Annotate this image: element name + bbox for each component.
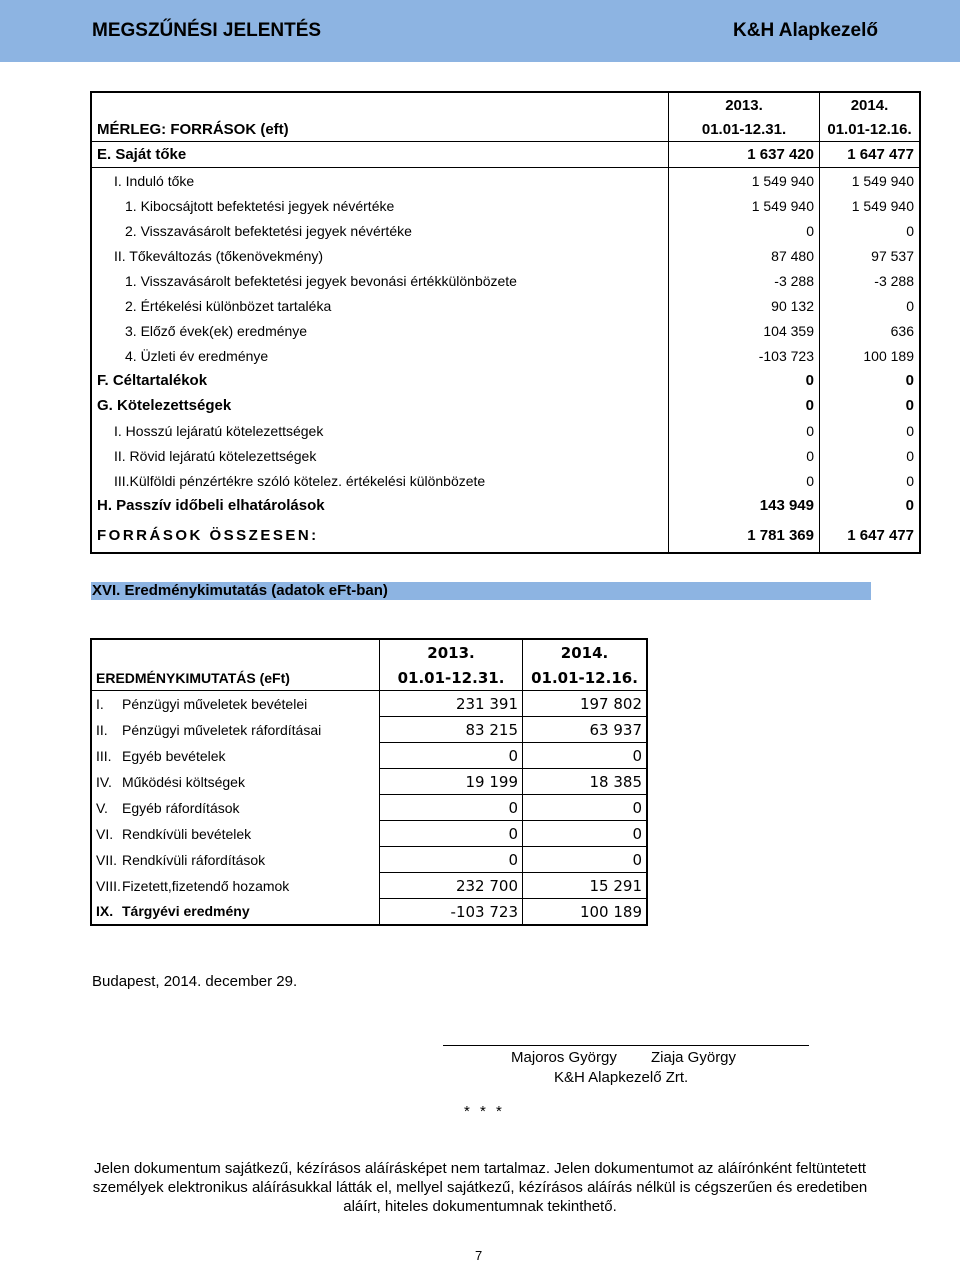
- page-header-bar: [0, 0, 960, 62]
- row-value-2013: 0: [669, 393, 820, 418]
- row-value-2014: 0: [523, 821, 648, 847]
- table-row: [91, 769, 647, 795]
- row-label: I. Induló tőke: [91, 168, 669, 194]
- row-label: 2. Visszavásárolt befektetési jegyek névértéke: [91, 218, 669, 243]
- row-value-2013: 1 637 420: [669, 142, 820, 168]
- table-row: [91, 218, 920, 243]
- row-value-2014: 1 549 940: [851, 197, 914, 214]
- row-value-2013: 232 700: [380, 873, 523, 899]
- row-value-2013: 1 549 940: [669, 168, 820, 194]
- signature-line: [443, 1045, 809, 1046]
- income-col1-period: 01.01-12.31.: [380, 666, 523, 691]
- table-row: [91, 193, 920, 218]
- table-row: [91, 293, 920, 318]
- row-number: VIII.: [96, 877, 121, 894]
- row-label: G. Kötelezettségek: [91, 393, 669, 418]
- balance-header-row: [91, 117, 920, 142]
- row-value-2014: 0: [523, 795, 648, 821]
- row-value-2013: -103 723: [669, 343, 820, 368]
- row-number: I.: [96, 695, 104, 712]
- table-row: [91, 821, 647, 847]
- section-title: XVI. Eredménykimutatás (adatok eFt-ban): [92, 582, 388, 599]
- table-row: [91, 443, 920, 468]
- table-row: [91, 743, 647, 769]
- row-label: 2. Értékelési különbözet tartaléka: [91, 293, 669, 318]
- row-value-2014: 0: [905, 397, 914, 414]
- row-value-2013: 1 549 940: [669, 193, 820, 218]
- row-label: II. Rövid lejáratú kötelezettségek: [91, 443, 669, 468]
- row-number: VII.: [96, 851, 118, 868]
- row-label: 1. Kibocsájtott befektetési jegyek névértéke: [91, 193, 669, 218]
- section-title-bar: [91, 582, 871, 600]
- row-number: III.: [96, 747, 112, 764]
- row-value-2013: 0: [669, 218, 820, 243]
- place-and-date: Budapest, 2014. december 29.: [92, 973, 298, 990]
- row-label: Egyéb bevételek: [122, 747, 226, 764]
- income-title: EREDMÉNYKIMUTATÁS (eFt): [91, 666, 380, 691]
- table-row: [91, 142, 920, 168]
- total-value-2013: 1 781 369: [669, 518, 820, 553]
- row-value-2013: 0: [669, 368, 820, 393]
- row-label: Rendkívüli ráfordítások: [122, 851, 266, 868]
- row-label: Működési költségek: [122, 773, 245, 790]
- row-label: E. Saját tőke: [91, 142, 669, 168]
- total-value-2014: 1 647 477: [847, 526, 914, 544]
- table-row: [91, 368, 920, 393]
- balance-col1-year: 2013.: [669, 92, 820, 117]
- row-value-2013: 0: [380, 847, 523, 873]
- row-value-2014: 0: [906, 472, 914, 489]
- row-value-2014: 18 385: [523, 769, 648, 795]
- row-value-2014: 0: [523, 743, 648, 769]
- row-label: Fizetett,fizetendő hozamok: [122, 877, 290, 894]
- table-row: [91, 493, 920, 518]
- row-value-2014: 0: [905, 372, 914, 389]
- row-number: V.: [96, 799, 108, 816]
- total-row: [91, 518, 920, 553]
- income-header-row: [91, 639, 647, 666]
- table-row: [91, 318, 920, 343]
- table-row: [91, 243, 920, 268]
- row-value-2014: 1 647 477: [820, 142, 921, 168]
- table-row: [91, 899, 647, 926]
- row-value-2014: 15 291: [523, 873, 648, 899]
- row-value-2014: 97 537: [871, 247, 914, 264]
- row-value-2013: 231 391: [380, 691, 523, 717]
- row-number: IV.: [96, 773, 112, 790]
- row-value-2013: 83 215: [380, 717, 523, 743]
- row-label: Pénzügyi műveletek bevételei: [122, 695, 308, 712]
- row-label: Pénzügyi műveletek ráfordításai: [122, 721, 322, 738]
- row-value-2013: 104 359: [669, 318, 820, 343]
- balance-col2-year: 2014.: [850, 96, 889, 114]
- table-row: [91, 691, 647, 717]
- table-row: [91, 343, 920, 368]
- table-row: [91, 168, 920, 194]
- row-value-2013: 0: [669, 418, 820, 443]
- row-label: 1. Visszavásárolt befektetési jegyek bevonási értékkülönbözete: [91, 268, 669, 293]
- signatory-company: K&H Alapkezelő Zrt.: [554, 1069, 689, 1086]
- signatory-1: Majoros György: [511, 1049, 617, 1066]
- table-row: [91, 717, 647, 743]
- page-number: 7: [475, 1248, 483, 1263]
- row-value-2014: 636: [890, 322, 914, 339]
- row-value-2013: 0: [669, 443, 820, 468]
- table-row: [91, 468, 920, 493]
- row-value-2014: 0: [523, 847, 648, 873]
- income-col2-period: 01.01-12.16.: [523, 666, 648, 691]
- balance-header-row: [91, 92, 920, 117]
- row-value-2013: 143 949: [669, 493, 820, 518]
- row-label: Egyéb ráfordítások: [122, 799, 240, 816]
- row-value-2013: 0: [380, 821, 523, 847]
- footer-note: Jelen dokumentum sajátkezű, kézírásos aláírásképet nem tartalmaz. Jelen dokumentumot az aláírónként feltüntetett személyek elektronikus aláírásukkal látták el, mellyel sajátkezű, kézírásos aláírás nélkül is cégszerűen és eredetiben aláírt, hiteles dokumentumnak tekinthető.: [92, 1160, 868, 1215]
- row-value-2014: 0: [906, 222, 914, 239]
- row-value-2013: 0: [669, 468, 820, 493]
- balance-col2-period: 01.01-12.16.: [820, 117, 921, 142]
- row-label: 3. Előző évek(ek) eredménye: [91, 318, 669, 343]
- balance-col1-period: 01.01-12.31.: [669, 117, 820, 142]
- row-value-2014: 100 189: [523, 899, 648, 926]
- row-value-2013: 0: [380, 743, 523, 769]
- row-value-2014: 0: [905, 497, 914, 514]
- row-value-2013: -103 723: [380, 899, 523, 926]
- table-row: [91, 847, 647, 873]
- row-number: VI.: [96, 825, 114, 842]
- stars-separator: * * *: [464, 1103, 505, 1120]
- row-label: F. Céltartalékok: [91, 368, 669, 393]
- row-label: III.Külföldi pénzértékre szóló kötelez. értékelési különbözete: [91, 468, 669, 493]
- row-label: Tárgyévi eredmény: [122, 903, 250, 920]
- row-value-2013: 87 480: [669, 243, 820, 268]
- row-value-2013: -3 288: [669, 268, 820, 293]
- table-row: [91, 418, 920, 443]
- income-col1-year: 2013.: [380, 639, 523, 666]
- row-number: II.: [96, 721, 108, 738]
- income-col2-year: 2014.: [560, 644, 609, 662]
- row-value-2014: 63 937: [523, 717, 648, 743]
- row-value-2014: 1 549 940: [851, 172, 914, 189]
- table-row: [91, 795, 647, 821]
- income-statement-table: [90, 638, 648, 926]
- row-value-2014: 0: [906, 422, 914, 439]
- report-title: MEGSZŰNÉSI JELENTÉS: [92, 20, 322, 41]
- company-name: K&H Alapkezelő: [733, 20, 878, 41]
- table-row: [91, 393, 920, 418]
- row-label: II. Tőkeváltozás (tőkenövekmény): [91, 243, 669, 268]
- total-label: FORRÁSOK ÖSSZESEN:: [91, 518, 669, 553]
- balance-sheet-table: [90, 91, 921, 554]
- row-value-2013: 90 132: [669, 293, 820, 318]
- row-value-2014: -3 288: [874, 272, 914, 289]
- row-label: I. Hosszú lejáratú kötelezettségek: [91, 418, 669, 443]
- table-row: [91, 873, 647, 899]
- row-label: H. Passzív időbeli elhatárolások: [91, 493, 669, 518]
- row-value-2014: 0: [906, 447, 914, 464]
- row-value-2014: 197 802: [523, 691, 648, 717]
- signatory-2: Ziaja György: [651, 1049, 737, 1066]
- row-value-2013: 19 199: [380, 769, 523, 795]
- row-value-2014: 0: [906, 297, 914, 314]
- row-label: 4. Üzleti év eredménye: [91, 343, 669, 368]
- table-row: [91, 268, 920, 293]
- row-value-2013: 0: [380, 795, 523, 821]
- income-header-row: [91, 666, 647, 691]
- row-label: Rendkívüli bevételek: [122, 825, 252, 842]
- balance-title: MÉRLEG: FORRÁSOK (eft): [91, 117, 669, 142]
- row-value-2014: 100 189: [863, 347, 914, 364]
- row-number: IX.: [96, 903, 114, 920]
